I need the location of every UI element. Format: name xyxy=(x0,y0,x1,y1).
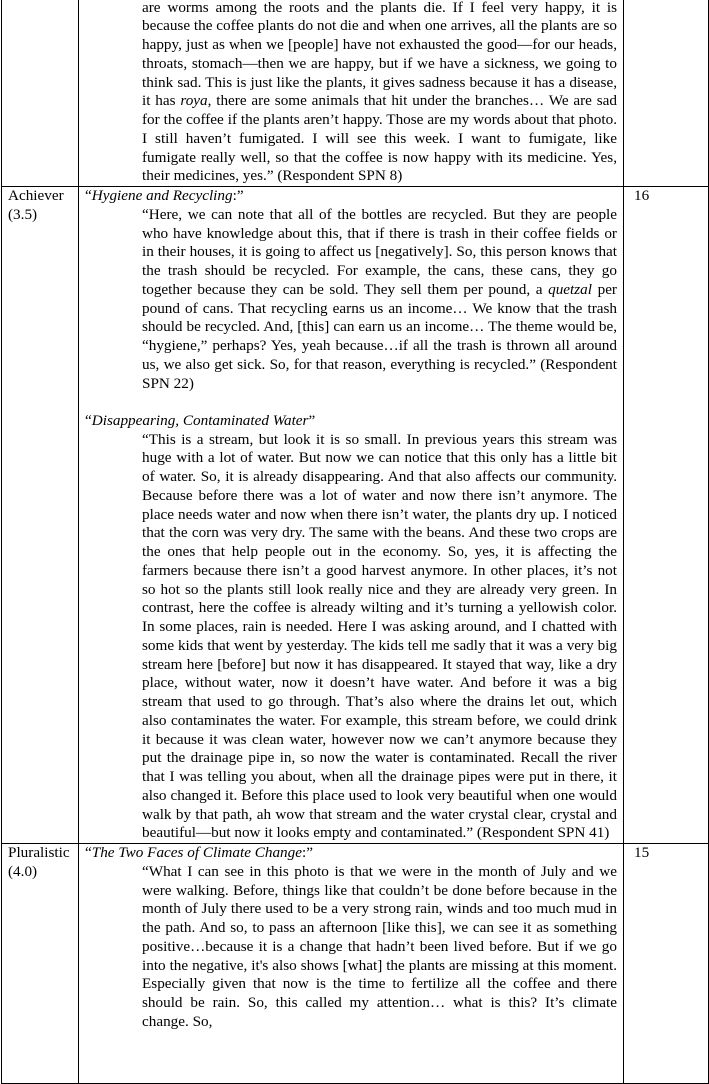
themes-table xyxy=(1,0,709,1084)
theme-title: “Disappearing, Contaminated Water” xyxy=(85,411,316,429)
level-cell xyxy=(2,844,79,1084)
count-value: 15 xyxy=(634,844,650,861)
count-cell xyxy=(624,0,709,187)
level-label: Pluralistic xyxy=(8,844,70,861)
level-score: (3.5) xyxy=(8,205,38,223)
count-value: 16 xyxy=(634,187,650,204)
table-row xyxy=(2,0,709,187)
count-cell xyxy=(624,187,709,844)
quote-text: “This is a stream, but look it is so small. In previous years this stream was huge with a lot of water. But now we can notice that this only has a little bit of water. So, it is already disappearing. And that also affects our community. Because before there was a lot of water and now there isn’t anymore. The place needs water and now when there isn’t water, the plants dry up. I noticed that the corn was very dry. The same with the beans. And these two crops are the ones that help people out in the economy. So, yes, it is affecting the farmers because there isn’t a good harvest anymore. In other places, it’s not so hot so the plants still look really nice and they are already very green. In contrast, here the coffee is already wilting and it’s turning a yellowish color. In some places, rain is needed. Here I was asking around, and I chatted with some kids that went by yesterday. The kids tell me sadly that it was a very big stream here [before] but now it has disappeared. It stayed that way, like a dry place, without water, now it doesn’t have water. And before it was a big stream that used to go through. That’s also where the drains let out, which also contaminates the water. For example, this stream before, we could drink it because it was clean water, however now we can’t anymore because they put the drainage pipe in, so now the water is contaminated. Recall the river that I was telling you about, when all the drainage pipes were put in there, it also changed it. Before this place used to look very beautiful when one would walk by that path, ah wow that stream and the water crystal clear, crystal and beautiful—but now it looks empty and contaminated.” (Respondent SPN 41) xyxy=(142,430,617,842)
theme-title: “Hygiene and Recycling:” xyxy=(85,187,244,204)
level-cell xyxy=(2,187,79,844)
quote-text: are worms among the roots and the plants die. If I feel very happy, it is because the coffee plants do not die and when one arrives, all the plants are so happy, just as when we [people] have not exhausted the good—for our heads, throats, stomach—then we are happy, but if we have a sickness, we going to think sad. This is just like the plants, it gives sadness because it has a disease, it has roya, there are some animals that hit under the branches… We are sad for the coffee if the plants aren’t happy. Those are my words about that photo. I still haven’t fumigated. I will see this week. I want to fumigate, like fumigate really well, so that the coffee is now happy with its medicine. Yes, their medicines, yes.” (Respondent SPN 8) xyxy=(142,0,617,185)
table-row xyxy=(2,187,709,844)
table-row xyxy=(2,844,709,1084)
quote-cell xyxy=(79,187,624,844)
quote-text: “What I can see in this photo is that we were in the month of July and we were walking. Before, things like that couldn’t be done before because in the month of July there used to be a very strong rain, winds and too much mud in the path. And so, to pass an afternoon [like this], we can see it as something positive…because it is a change that hadn’t been lived before. But if we go into the negative, it's also shows [what] the plants are missing at this moment. Especially given that now is the time to fertilize all the coffee and there should be rain. So, this called my attention… what is this? It’s climate change. So, xyxy=(142,862,617,1030)
level-cell xyxy=(2,0,79,187)
theme-title: “The Two Faces of Climate Change:” xyxy=(85,844,313,861)
quote-cell xyxy=(79,844,624,1084)
quote-text: “Here, we can note that all of the bottles are recycled. But they are people who have knowledge about this, that if there is trash in their coffee fields or in their houses, it is going to affect us [negatively]. So, this person knows that the trash should be recycled. For example, the cans, these cans, they go together because they can be sold. They sell them per pound, a quetzal per pound of cans. That recycling earns us an income… We know that the trash should be recycled. And, [this] can earn us an income… The theme would be, “hygiene,” perhaps? Yes, yeah because…if all the trash is thrown all around us, we also get sick. So, for that reason, everything is recycled.” (Respondent SPN 22) xyxy=(142,205,617,392)
level-label: Achiever xyxy=(8,187,64,204)
quote-cell xyxy=(79,0,624,187)
level-score: (4.0) xyxy=(8,862,38,880)
count-cell xyxy=(624,844,709,1084)
